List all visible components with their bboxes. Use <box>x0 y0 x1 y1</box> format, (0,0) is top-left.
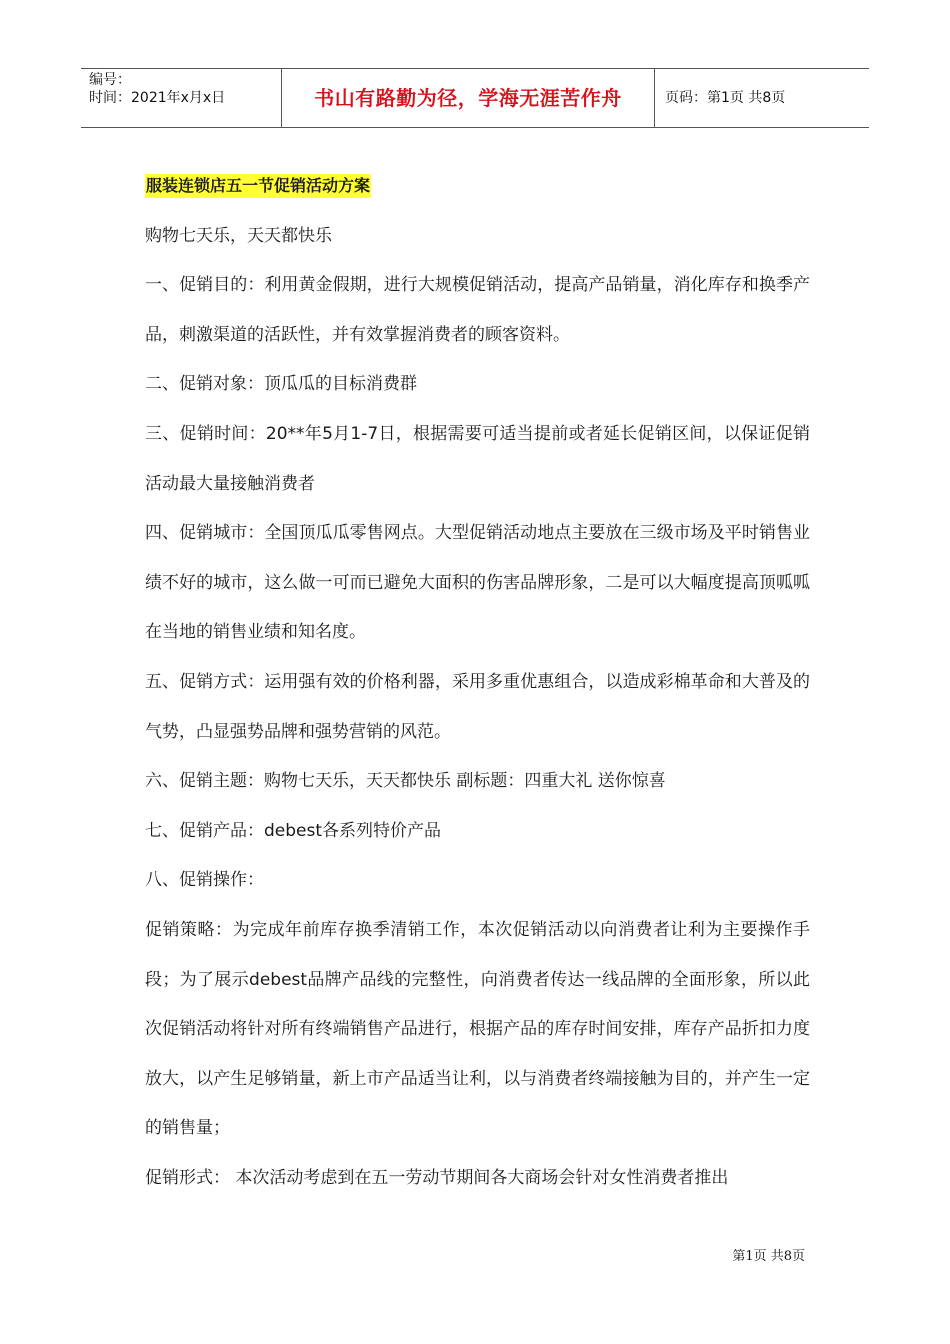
paragraph: 购物七天乐，天天都快乐 <box>145 225 332 246</box>
document-title-line <box>145 162 810 212</box>
header-divider <box>654 69 655 127</box>
page-footer: 第1页 共8页 <box>732 1249 805 1264</box>
date-label: 时间：2021年x月x日 <box>89 90 226 106</box>
paragraph: 六、促销主题：购物七天乐，天天都快乐 副标题：四重大礼 送你惊喜 <box>145 771 666 792</box>
document-title: 服装连锁店五一节促销活动方案 <box>145 174 371 198</box>
header-motto: 书山有路勤为径，学海无涯苦作舟 <box>314 86 622 110</box>
document-body <box>145 162 810 1203</box>
paragraph: 七、促销产品：debest各系列特价产品 <box>145 820 442 841</box>
serial-number-label: 编号： <box>89 72 131 88</box>
paragraph: 八、促销操作： <box>145 870 264 891</box>
paragraph: 二、促销对象：顶瓜瓜的目标消费群 <box>145 374 417 395</box>
header-meta <box>89 71 279 107</box>
paragraph: 五、促销方式：运用强有效的价格利器，采用多重优惠组合，以造成彩棉革命和大普及的气势，凸显强势品牌和强势营销的风范。 <box>145 671 810 742</box>
paragraph: 促销形式： 本次活动考虑到在五一劳动节期间各大商场会针对女性消费者推出 <box>145 1167 729 1188</box>
paragraph: 一、促销目的：利用黄金假期，进行大规模促销活动，提高产品销量，消化库存和换季产品，刺激渠道的活跃性，并有效掌握消费者的顾客资料。 <box>145 275 810 345</box>
header-page-number: 页码：第1页 共8页 <box>665 90 786 106</box>
paragraph: 四、促销城市：全国顶瓜瓜零售网点。大型促销活动地点主要放在三级市场及平时销售业绩不好的城市，这么做一可而已避免大面积的伤害品牌形象，二是可以大幅度提高顶呱呱在当地的销售业绩和知名度。 <box>145 523 810 643</box>
page-header <box>81 68 869 128</box>
paragraph: 三、促销时间：20**年5月1-7日，根据需要可适当提前或者延长促销区间，以保证促销活动最大量接触消费者 <box>145 423 810 494</box>
paragraph: 促销策略：为完成年前库存换季清销工作，本次促销活动以向消费者让利为主要操作手段；为了展示debest品牌产品线的完整性，向消费者传达一线品牌的全面形象，所以此次促销活动将针对所有终端销售产品进行，根据产品的库存时间安排，库存产品折扣力度放大，以产生足够销量，新上市产品适当让利，以与消费者终端接触为目的，并产生一定的销售量； <box>145 919 810 1139</box>
